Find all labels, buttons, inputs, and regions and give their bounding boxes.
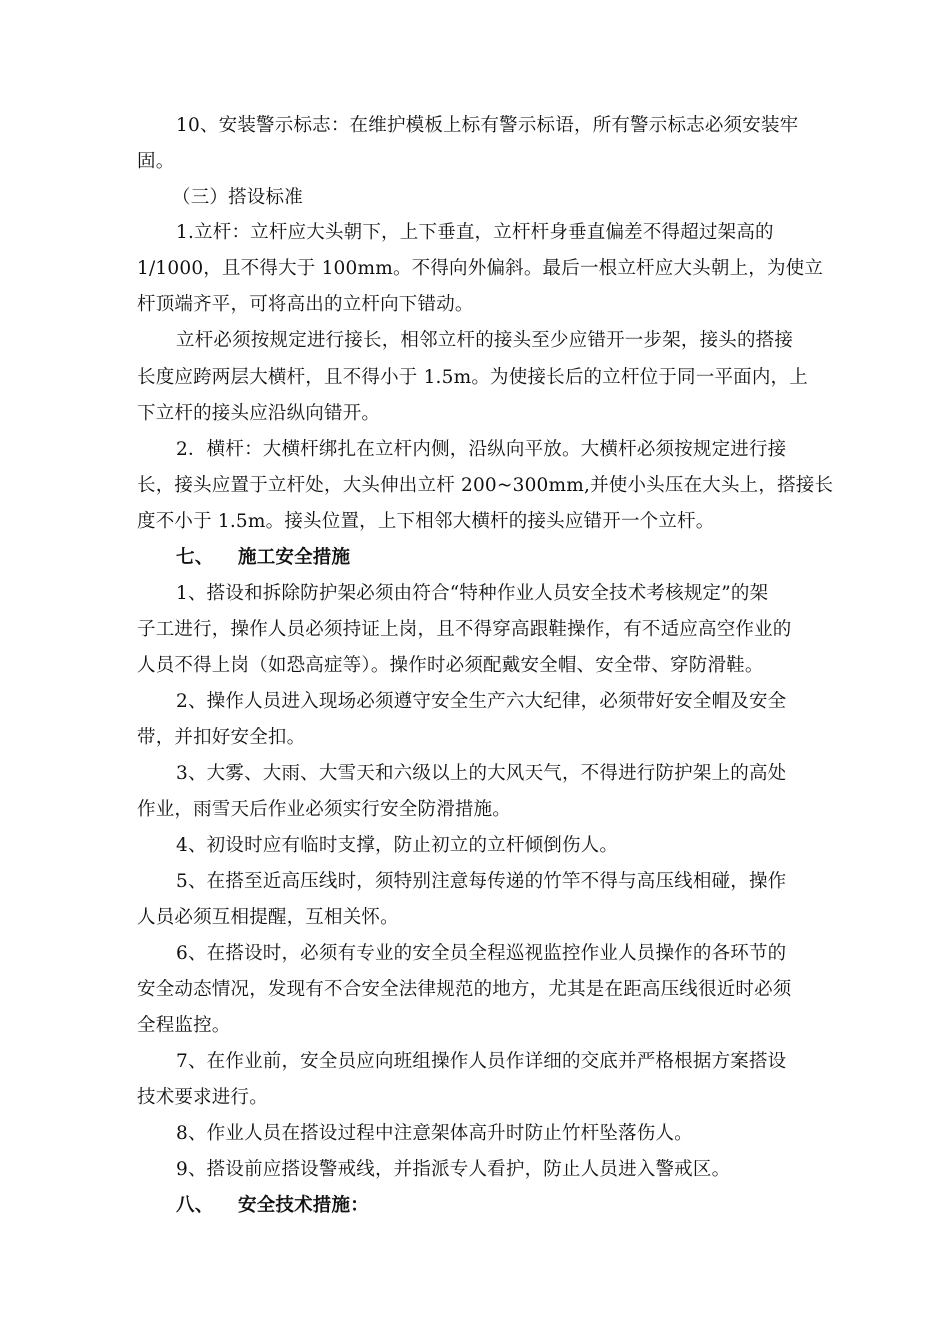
section-7-heading (176, 546, 350, 570)
item-1-line-1: 1、搭设和拆除防护架必须由符合“特种作业人员安全技术考核规定”的架 (176, 583, 769, 604)
item-5-line-1: 5、在搭至近高压线时，须特别注意每传递的竹竿不得与高压线相碰，操作 (176, 871, 787, 892)
paragraph-1x-line-2: 长度应跨两层大横杆，且不得小于 1.5m。为使接长后的立杆位于同一平面内，上 (137, 367, 808, 388)
paragraph-10-line-2: 固。 (137, 151, 175, 172)
item-6-line-2: 安全动态情况，发现有不合安全法律规范的地方，尤其是在距高压线很近时必须 (137, 979, 792, 1000)
item-9-line-1: 9、搭设前应搭设警戒线，并指派专人看护，防止人员进入警戒区。 (176, 1159, 731, 1180)
paragraph-1x-line-1: 立杆必须按规定进行接长，相邻立杆的接头至少应错开一步架，接头的搭接 (176, 330, 794, 351)
item-6-line-1: 6、在搭设时，必须有专业的安全员全程巡视监控作业人员操作的各环节的 (176, 943, 787, 964)
item-1-line-3: 人员不得上岗（如恐高症等）。操作时必须配戴安全帽、安全带、穿防滑鞋。 (137, 655, 764, 676)
subsection-heading-3: （三）搭设标准 (172, 187, 303, 208)
section-8-number: 八、 (176, 1195, 214, 1216)
item-4-line-1: 4、初设时应有临时支撑，防止初立的立杆倾倒伤人。 (176, 835, 619, 856)
paragraph-10-line-1: 10、安装警示标志：在维护模板上标有警示标语，所有警示标志必须安装牢 (176, 115, 799, 136)
item-7-line-1: 7、在作业前，安全员应向班组操作人员作详细的交底并严格根据方案搭设 (176, 1051, 787, 1072)
paragraph-2-line-1: 2．横杆：大横杆绑扎在立杆内侧，沿纵向平放。大横杆必须按规定进行接 (176, 439, 787, 460)
item-7-line-2: 技术要求进行。 (137, 1087, 268, 1108)
section-7-number: 七、 (176, 547, 214, 568)
item-5-line-2: 人员必须互相提醒，互相关怀。 (137, 907, 399, 928)
paragraph-1-line-1: 1.立杆：立杆应大头朝下，上下垂直，立杆杆身垂直偏差不得超过架高的 (176, 222, 774, 243)
paragraph-2-line-3: 度不小于 1.5m。接头位置，上下相邻大横杆的接头应错开一个立杆。 (137, 511, 715, 532)
item-6-line-3: 全程监控。 (137, 1015, 231, 1036)
item-8-line-1: 8、作业人员在搭设过程中注意架体高升时防止竹杆坠落伤人。 (176, 1123, 693, 1144)
section-8-heading (176, 1194, 369, 1218)
item-2-line-1: 2、操作人员进入现场必须遵守安全生产六大纪律，必须带好安全帽及安全 (176, 691, 787, 712)
item-2-line-2: 带，并扣好安全扣。 (137, 727, 306, 748)
paragraph-1-line-2: 1/1000，且不得大于 100mm。不得向外偏斜。最后一根立杆应大头朝上，为使立 (137, 258, 824, 279)
section-8-title: 安全技术措施： (238, 1195, 369, 1216)
paragraph-2-line-2: 长，接头应置于立杆处，大头伸出立杆 200~300mm,并使小头压在大头上，搭接长 (137, 475, 834, 496)
item-3-line-1: 3、大雾、大雨、大雪天和六级以上的大风天气，不得进行防护架上的高处 (176, 763, 787, 784)
section-7-title: 施工安全措施 (238, 547, 351, 568)
paragraph-1x-line-3: 下立杆的接头应沿纵向错开。 (137, 403, 381, 424)
item-3-line-2: 作业，雨雪天后作业必须实行安全防滑措施。 (137, 799, 512, 820)
paragraph-1-line-3: 杆顶端齐平，可将高出的立杆向下错动。 (137, 294, 474, 315)
item-1-line-2: 子工进行，操作人员必须持证上岗，且不得穿高跟鞋操作，有不适应高空作业的 (137, 619, 792, 640)
